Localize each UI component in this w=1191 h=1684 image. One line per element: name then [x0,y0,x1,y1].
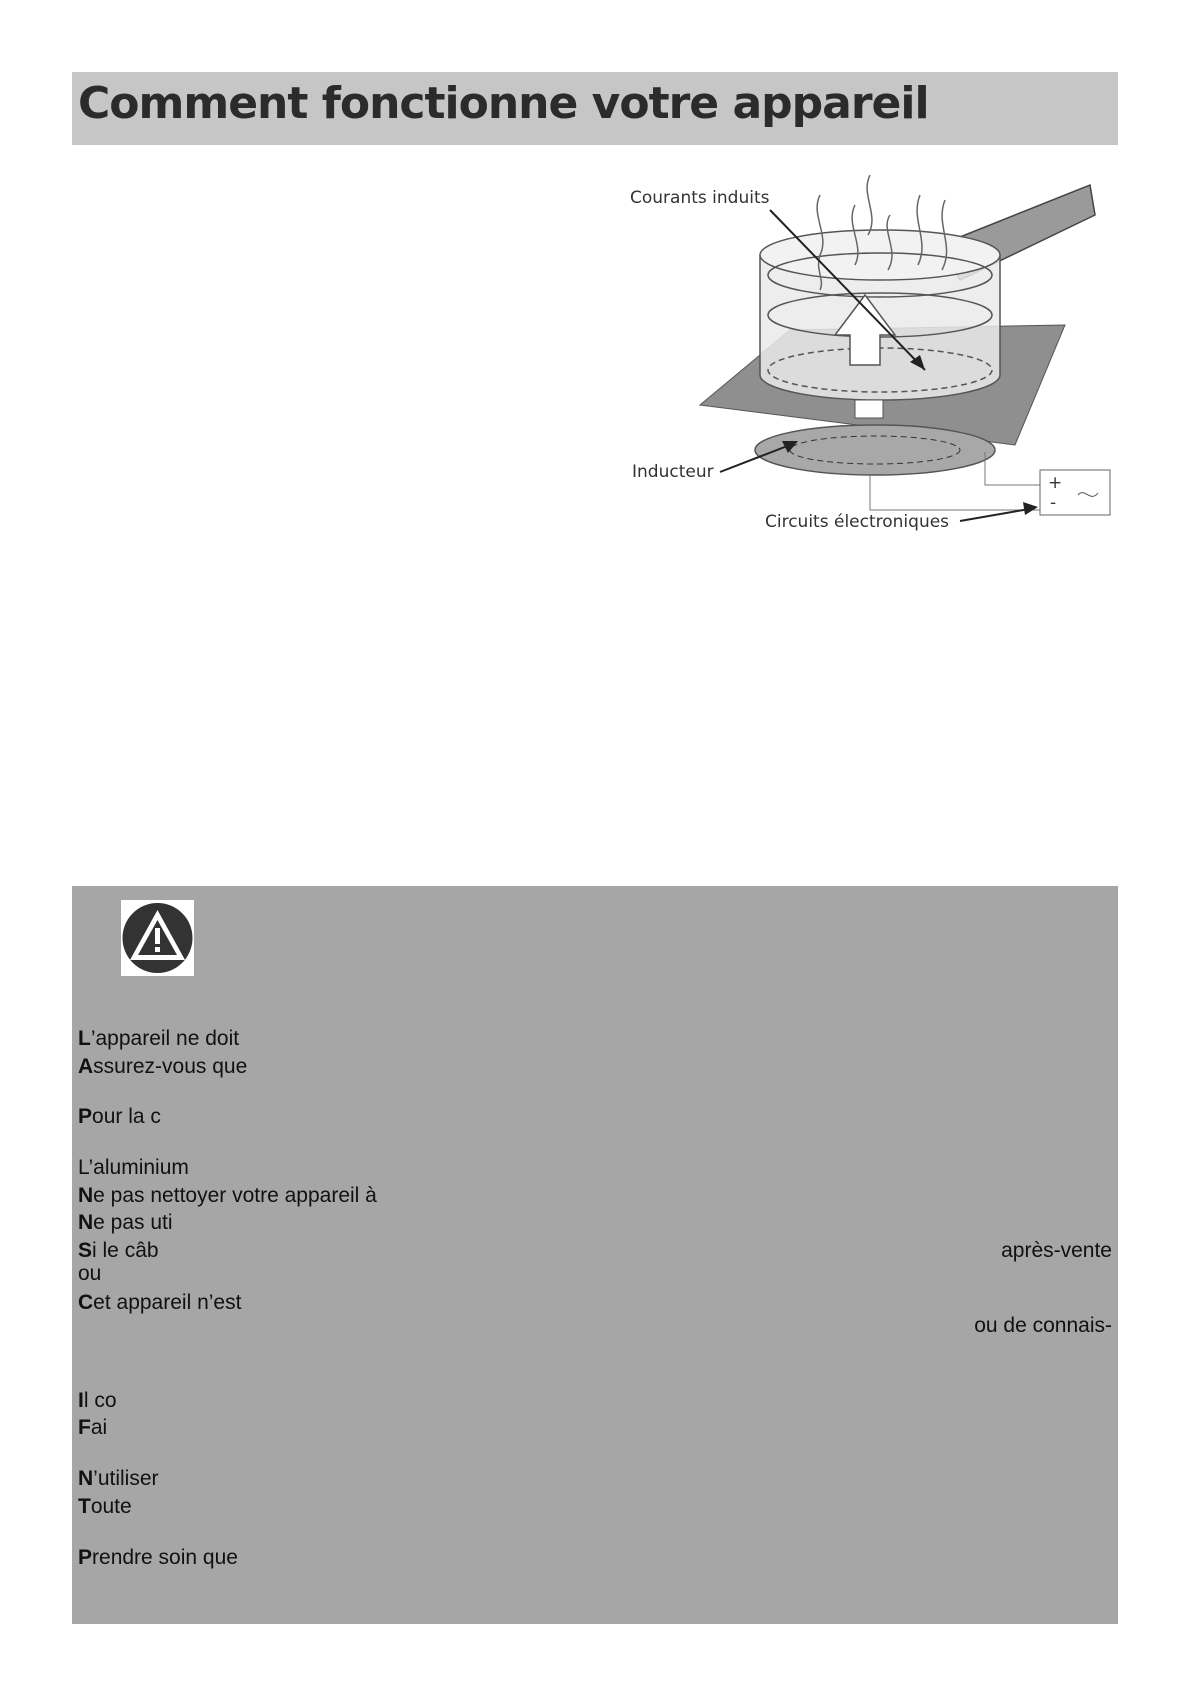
warning-line-5: Ne pas nettoyer votre appareil à [78,1184,377,1207]
warning-line-11: Fai [78,1416,108,1439]
title-bar [72,72,1118,145]
page-title: Comment fonctionne votre appareil [78,78,929,129]
warning-line-14: Prendre soin que [78,1546,238,1569]
warning-fragment-right-1: après-vente [1001,1239,1112,1262]
plus-label: + [1048,473,1063,493]
minus-label: - [1050,493,1057,513]
warning-line-13: Toute [78,1495,132,1518]
warning-line-1: L’appareil ne doit [78,1027,240,1050]
warning-line-10: Il co [78,1389,117,1412]
warning-line-7: Si le câb [78,1239,159,1262]
warning-triangle-icon [121,900,194,976]
warning-box [72,886,1118,1624]
warning-line-9: Cet appareil n’est [78,1291,242,1314]
label-circuits: Circuits électroniques [765,512,950,532]
inductor-coil [755,425,995,475]
warning-line-4: L’aluminium [78,1156,189,1179]
label-inducteur: Inducteur [632,462,714,482]
induction-diagram [630,175,1120,555]
warning-line-12: N’utiliser [78,1467,159,1490]
label-courants-induits: Courants induits [630,188,770,208]
warning-line-6: Ne pas uti [78,1211,173,1234]
warning-fragment-right-2: ou de connais- [974,1314,1112,1337]
warning-line-2: Assurez-vous que [78,1055,248,1078]
warning-line-8: ou [78,1262,102,1285]
warning-line-3: Pour la c [78,1105,161,1128]
